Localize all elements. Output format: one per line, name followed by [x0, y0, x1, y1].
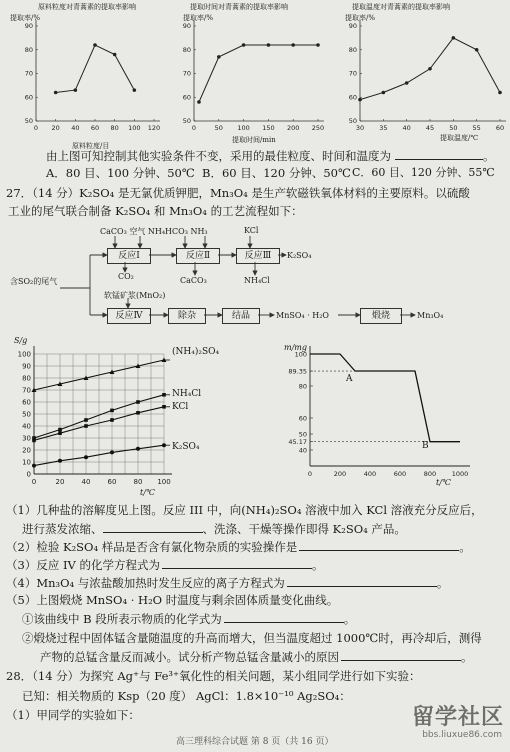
y-tick-label: 70	[22, 386, 31, 395]
data-point	[316, 43, 320, 47]
series-point	[110, 409, 114, 413]
y-tick-label: 40	[22, 422, 31, 431]
sol-xlabel: t/℃	[140, 488, 155, 497]
chart3-xlabel: 提取温度/℃	[440, 134, 479, 142]
q26-option-b: B．60 目、120 分钟、50℃	[202, 166, 351, 180]
flow-reaction-1: 反应Ⅰ	[107, 248, 151, 264]
mass-ylabel: m/mg	[284, 343, 307, 352]
flow-reaction-2: 反应Ⅱ	[176, 248, 220, 264]
x-tick-label: 100	[157, 478, 171, 486]
data-point	[267, 43, 271, 47]
data-point	[405, 81, 409, 85]
flow-top-inputs: CaCO₃ 空气 NH₄HCO₃ NH₃	[100, 227, 208, 236]
q26-option-c: C．60 目、120 分钟、55℃	[352, 166, 495, 179]
q27-sub1-line2: 进行蒸发浓缩、 、洗涤、干燥等操作即得 K₂SO₄ 产品。	[22, 522, 406, 536]
x-tick-label: 100	[237, 124, 250, 132]
flow-caco3: CaCO₃	[180, 276, 207, 285]
q27-sub5-2-blank	[341, 649, 461, 661]
y-tick-label: 40	[298, 446, 307, 455]
x-tick-label: 100	[128, 124, 141, 132]
x-tick-label: 80	[110, 124, 119, 132]
chart3-ylabel: 提取率/%	[345, 14, 376, 22]
flow-reaction-4: 反应Ⅳ	[107, 308, 151, 324]
data-point	[217, 55, 221, 59]
mass-label-b: B	[422, 441, 429, 451]
y-tick-label: 60	[182, 93, 191, 102]
x-tick-label: 50	[449, 124, 458, 132]
mass-svg	[270, 340, 490, 500]
x-tick-label: 60	[90, 124, 100, 132]
x-tick-label: 0	[307, 470, 313, 478]
data-point	[133, 88, 137, 92]
q27-sub5-1-blank	[224, 611, 344, 623]
sol-label-kcl: KCl	[172, 402, 189, 412]
q27-sub5: （5）上图煅烧 MnSO₄ · H₂O 时温度与剩余固体质量变化曲线。	[6, 593, 339, 607]
data-point	[197, 100, 201, 104]
q27-sub2: （2）检验 K₂SO₄ 样品是否含有氯化物杂质的实验操作是 。	[6, 540, 471, 554]
y-tick-label: 100	[17, 350, 31, 359]
y-tick-label: 45.17	[288, 438, 307, 447]
series-point	[136, 400, 140, 404]
x-tick-label: 600	[393, 470, 407, 478]
watermark-url: bbs.liuxue86.com	[422, 730, 502, 740]
chart2-xlabel: 提取时间/min	[232, 136, 276, 144]
chart3-svg	[338, 0, 508, 140]
x-tick-label: 50	[214, 124, 223, 132]
sol-label-k2so4: K₂SO₄	[172, 442, 200, 452]
mass-label-a: A	[346, 374, 353, 384]
page-footer: 高三理科综合试题 第 8 页（共 16 页）	[176, 737, 334, 747]
flow-mnso4: MnSO₄ · H₂O	[276, 311, 329, 320]
x-tick-label: 60	[495, 124, 505, 132]
series-point	[84, 424, 88, 428]
q26-option-a: A．80 目、100 分钟、50℃	[46, 166, 195, 180]
sol-svg	[0, 340, 300, 500]
x-tick-label: 200	[286, 124, 300, 132]
y-tick-label: 80	[348, 45, 357, 54]
x-tick-label: 200	[333, 470, 347, 478]
x-tick-label: 40	[402, 124, 411, 132]
y-tick-label: 60	[348, 93, 357, 102]
flow-purify: 除杂	[168, 308, 206, 324]
x-tick-label: 1000	[451, 470, 469, 478]
q28-line3: （1）甲同学的实验如下：	[6, 708, 140, 722]
sol-label-nh4cl: NH₄Cl	[172, 389, 202, 399]
x-tick-label: 150	[262, 124, 275, 132]
x-tick-label: 45	[425, 124, 435, 132]
x-tick-label: 20	[55, 478, 65, 486]
x-tick-label: 400	[363, 470, 377, 478]
chart3-title: 提取温度对青蒿素的提取率影响	[352, 3, 450, 11]
watermark-logo: 留学社区	[411, 705, 504, 730]
chart1-title: 原料粒度对青蒿素的提取率影响	[38, 3, 136, 11]
q27-sub4: （4）Mn₃O₄ 与浓盐酸加热时发生反应的离子方程式为 。	[6, 576, 449, 590]
series-point	[58, 459, 62, 463]
series-point	[84, 418, 88, 422]
x-tick-label: 0	[191, 124, 197, 132]
q27-line1: 27．（14 分）K₂SO₄ 是无氯优质钾肥，Mn₃O₄ 是生产软磁铁氧体材料的主要原料。以硫酸	[6, 186, 470, 200]
flow-reaction-3: 反应Ⅲ	[236, 248, 280, 264]
x-tick-label: 80	[133, 478, 143, 486]
flow-kcl-input: KCl	[244, 226, 259, 235]
y-tick-label: 0	[26, 470, 31, 479]
watermark	[392, 700, 504, 748]
x-tick-label: 0	[33, 124, 39, 132]
series-point	[136, 447, 140, 451]
y-tick-label: 80	[22, 374, 31, 383]
flow-k2so4-product: K₂SO₄	[287, 251, 312, 260]
flow-co2: CO₂	[118, 272, 134, 281]
y-tick-label: 90	[22, 362, 31, 371]
y-tick-label: 70	[182, 69, 191, 78]
flow-ore: 软锰矿浆(MnO₂)	[104, 291, 166, 300]
y-tick-label: 90	[182, 22, 191, 30]
q27-line2: 工业的尾气联合制备 K₂SO₄ 和 Mn₃O₄ 的工艺流程如下：	[8, 204, 303, 218]
y-tick-label: 60	[24, 93, 33, 102]
x-tick-label: 800	[423, 470, 437, 478]
data-point	[452, 36, 456, 40]
series-point	[110, 418, 114, 422]
chart1-svg	[0, 0, 161, 132]
data-point	[358, 98, 362, 102]
data-point	[242, 43, 246, 47]
chart2-ylabel: 提取率/%	[183, 14, 214, 22]
y-tick-label: 80	[182, 45, 191, 54]
data-point	[54, 91, 58, 95]
q26-answer-blank	[395, 148, 483, 160]
y-tick-label: 60	[22, 398, 31, 407]
q27-sub1-blank	[103, 521, 203, 533]
y-tick-label: 10	[22, 458, 31, 467]
mass-curve	[310, 354, 460, 442]
series-point	[32, 439, 36, 443]
y-tick-label: 70	[24, 69, 33, 78]
y-tick-label: 20	[22, 446, 31, 455]
data-point	[498, 91, 502, 95]
x-tick-label: 30	[355, 124, 365, 132]
x-tick-label: 35	[379, 124, 388, 132]
flow-arrows	[0, 220, 510, 340]
y-tick-label: 30	[22, 434, 31, 443]
flow-nh4cl: NH₄Cl	[244, 276, 270, 285]
chart1-ylabel: 提取率/%	[10, 14, 41, 22]
q27-sub5-2-line2: 产物的总锰含量反而减小。试分析产物总锰含量减小的原因 。	[40, 650, 473, 664]
flow-exhaust: 含SO₂的尾气	[10, 277, 58, 286]
y-tick-label: 50	[24, 117, 33, 125]
data-point	[291, 43, 295, 47]
y-tick-label: 80	[24, 45, 33, 54]
x-tick-label: 120	[147, 124, 161, 132]
q27-sub5-2-line1: ②煅烧过程中固体锰含量随温度的升高而增大，但当温度超过 1000℃时，再冷却后，测得	[22, 631, 482, 645]
y-tick-label: 90	[348, 22, 357, 30]
x-tick-label: 55	[472, 124, 481, 132]
y-tick-label: 50	[348, 117, 357, 125]
sol-label-nh4so4: (NH₄)₂SO₄	[172, 347, 220, 357]
y-tick-label: 89.35	[288, 367, 307, 376]
q27-sub5-1: ①该曲线中 B 段所表示物质的化学式为 。	[22, 612, 356, 626]
y-tick-label: 50	[22, 410, 31, 419]
q26-stem: 由上图可知控制其他实验条件不变，采用的最佳粒度、时间和温度为 。	[46, 149, 495, 163]
series-point	[32, 464, 36, 468]
data-point	[382, 91, 386, 95]
y-tick-label: 80	[298, 382, 307, 391]
flow-calcine: 煅烧	[360, 308, 402, 324]
mass-xlabel: t/℃	[436, 478, 451, 487]
q27-sub2-blank	[299, 539, 459, 551]
x-tick-label: 40	[71, 124, 80, 132]
y-tick-label: 70	[348, 69, 357, 78]
x-tick-label: 60	[107, 478, 117, 486]
x-tick-label: 20	[51, 124, 60, 132]
data-point	[74, 88, 78, 92]
sol-ylabel: S/g	[14, 336, 28, 345]
flow-mn3o4: Mn₃O₄	[417, 311, 444, 320]
y-tick-label: 50	[298, 430, 307, 439]
chart2-svg	[170, 0, 330, 132]
series-point	[110, 450, 114, 454]
series-point	[84, 455, 88, 459]
q27-sub3: （3）反应 IV 的化学方程式为 。	[6, 558, 324, 572]
series-point	[58, 428, 62, 432]
q27-sub1-line1: （1）几种盐的溶解度见上图。反应 III 中，向(NH₄)₂SO₄ 溶液中加入 KCl 溶液充分反应后，	[6, 503, 483, 517]
y-tick-label: 60	[298, 414, 307, 423]
y-tick-label: 50	[182, 117, 191, 125]
series-point	[58, 431, 62, 435]
x-tick-label: 0	[31, 478, 37, 486]
chart2-title: 提取时间对青蒿素的提取率影响	[190, 3, 288, 11]
data-point	[475, 48, 479, 52]
q27-sub3-blank	[162, 557, 312, 569]
series-point	[136, 411, 140, 415]
q28-line2: 已知：相关物质的 Ksp（20 度） AgCl：1.8×10⁻¹⁰ Ag₂SO₄：	[22, 689, 351, 703]
chart1-xlabel: 原料粒度/目	[72, 142, 110, 150]
data-point	[428, 67, 432, 71]
data-point	[113, 53, 117, 57]
x-tick-label: 40	[81, 478, 91, 486]
y-tick-label: 100	[294, 350, 307, 359]
data-line	[199, 45, 318, 102]
data-point	[93, 43, 97, 47]
q28-line1: 28．（14 分）为探究 Ag⁺与 Fe³⁺氧化性的相关问题，某小组同学进行如下实验：	[6, 669, 421, 683]
q27-sub4-blank	[287, 575, 437, 587]
y-tick-label: 90	[24, 22, 33, 30]
flow-crystallize: 结晶	[222, 308, 260, 324]
x-tick-label: 250	[311, 124, 325, 132]
data-line	[56, 45, 135, 93]
